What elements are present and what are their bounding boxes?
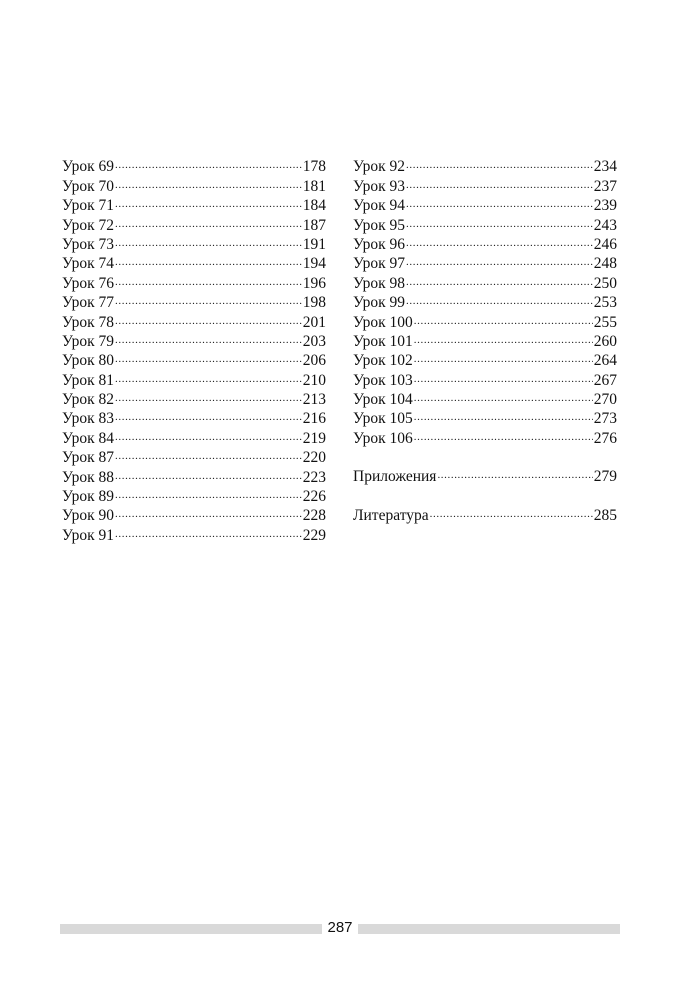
toc-dot-leader <box>414 404 593 423</box>
toc-entry-page: 267 <box>593 371 617 389</box>
toc-dot-leader <box>406 249 593 268</box>
toc-entry-page: 213 <box>302 391 326 409</box>
toc-entry-label: Урок 70 <box>62 177 115 195</box>
toc-dot-leader <box>414 423 593 442</box>
toc-dot-leader <box>115 520 302 539</box>
toc-dot-leader <box>414 307 593 326</box>
toc-entry-label: Урок 94 <box>353 197 406 215</box>
toc-entry-label: Урок 104 <box>353 391 413 409</box>
toc-entry-page: 276 <box>593 429 617 447</box>
toc-dot-leader <box>115 152 302 171</box>
toc-dot-leader <box>406 171 593 190</box>
toc-entry-page: 203 <box>302 332 326 350</box>
toc-entry-page: 253 <box>593 294 617 312</box>
toc-entry-label: Урок 106 <box>353 429 413 447</box>
toc-dot-leader <box>406 230 593 249</box>
toc-dot-leader <box>115 327 302 346</box>
toc-dot-leader <box>414 346 593 365</box>
toc-entry-label: Урок 105 <box>353 410 413 428</box>
toc-left-column <box>62 152 326 544</box>
toc-entry-page: 248 <box>593 255 617 273</box>
footer-bar-right <box>358 924 620 934</box>
toc-entry-page: 198 <box>302 294 326 312</box>
toc-entry-page: 250 <box>593 274 617 292</box>
page-number: 287 <box>327 919 353 936</box>
toc-entry-page: 273 <box>593 410 617 428</box>
toc-dot-leader <box>115 288 302 307</box>
toc-entry-page: 206 <box>302 352 326 370</box>
toc-entry-label: Урок 100 <box>353 313 413 331</box>
toc-entry-page: 237 <box>593 177 617 195</box>
toc-entry-label: Урок 83 <box>62 410 115 428</box>
toc-entry-label: Урок 98 <box>353 274 406 292</box>
toc-entry <box>353 152 617 176</box>
toc-entry-page: 184 <box>302 197 326 215</box>
toc-dot-leader <box>115 171 302 190</box>
toc-entry-page: 223 <box>302 468 326 486</box>
toc-dot-leader <box>115 423 302 442</box>
toc-entry-label: Урок 97 <box>353 255 406 273</box>
toc-entry-label: Урок 96 <box>353 235 406 253</box>
toc-entry-label: Урок 82 <box>62 391 115 409</box>
toc-entry-page: 226 <box>302 488 326 506</box>
toc-dot-leader <box>115 365 302 384</box>
toc-entry-label: Урок 103 <box>353 371 413 389</box>
toc-entry-label: Урок 88 <box>62 468 115 486</box>
toc-entry-page: 196 <box>302 274 326 292</box>
toc-entry-label: Урок 101 <box>353 332 413 350</box>
toc-dot-leader <box>115 230 302 249</box>
toc-dot-leader <box>115 501 302 520</box>
toc-entry-label: Урок 90 <box>62 507 115 525</box>
toc-entry-label: Урок 84 <box>62 429 115 447</box>
footer-bar-left <box>60 924 322 934</box>
toc-dot-leader <box>115 404 302 423</box>
toc-entry-label: Урок 78 <box>62 313 115 331</box>
toc-dot-leader <box>414 327 593 346</box>
toc-dot-leader <box>115 191 302 210</box>
toc-entry-label: Урок 95 <box>353 216 406 234</box>
toc-entry-label: Урок 72 <box>62 216 115 234</box>
toc-entry-page: 270 <box>593 391 617 409</box>
toc-entry-label: Урок 91 <box>62 526 115 544</box>
toc-entry-page: 285 <box>593 506 617 524</box>
toc-entry-label: Урок 76 <box>62 274 115 292</box>
toc-entry-label: Урок 102 <box>353 352 413 370</box>
toc-dot-leader <box>115 249 302 268</box>
toc-entry-page: 260 <box>593 332 617 350</box>
toc-entry-label: Урок 79 <box>62 332 115 350</box>
toc-entry-page: 219 <box>302 429 326 447</box>
toc-entry-label: Урок 74 <box>62 255 115 273</box>
toc-right-column <box>353 152 617 524</box>
toc-entry-page: 220 <box>302 449 326 467</box>
toc-dot-leader <box>115 385 302 404</box>
toc-entry-page: 243 <box>593 216 617 234</box>
toc-entry-page: 246 <box>593 235 617 253</box>
toc-dot-leader <box>115 462 302 481</box>
toc-entry-page: 210 <box>302 371 326 389</box>
toc-entry-label: Урок 99 <box>353 294 406 312</box>
toc-dot-leader <box>437 462 592 481</box>
toc-entry-label: Урок 73 <box>62 235 115 253</box>
toc-entry-page: 228 <box>302 507 326 525</box>
toc-entry-label: Урок 89 <box>62 488 115 506</box>
toc-dot-leader <box>115 268 302 287</box>
toc-entry <box>62 152 326 176</box>
toc-dot-leader <box>115 210 302 229</box>
toc-entry-page: 239 <box>593 197 617 215</box>
page-footer <box>60 921 620 937</box>
toc-entry-appendices <box>353 462 617 486</box>
toc-entry-label: Урок 77 <box>62 294 115 312</box>
toc-dot-leader <box>414 365 593 384</box>
toc-dot-leader <box>115 482 302 501</box>
toc-dot-leader <box>406 152 593 171</box>
toc-entry-page: 181 <box>302 177 326 195</box>
toc-entry-page: 178 <box>302 158 326 176</box>
toc-dot-leader <box>115 346 302 365</box>
toc-dot-leader <box>406 191 593 210</box>
toc-dot-leader <box>115 307 302 326</box>
toc-dot-leader <box>414 385 593 404</box>
toc-dot-leader <box>406 288 593 307</box>
toc-entry-label: Урок 69 <box>62 158 115 176</box>
toc-dot-leader <box>430 500 593 519</box>
toc-entry-page: 264 <box>593 352 617 370</box>
toc-entry-label: Урок 80 <box>62 352 115 370</box>
toc-entry-page: 255 <box>593 313 617 331</box>
toc-entry-page: 229 <box>302 526 326 544</box>
toc-entry-page: 216 <box>302 410 326 428</box>
toc-entry-literature <box>353 500 617 524</box>
toc-entry-page: 187 <box>302 216 326 234</box>
toc-entry-page: 201 <box>302 313 326 331</box>
toc-dot-leader <box>406 268 593 287</box>
toc-entry-page: 191 <box>302 235 326 253</box>
toc-entry-label: Урок 71 <box>62 197 115 215</box>
toc-entry-label: Литература <box>353 506 429 524</box>
toc-entry-label: Урок 87 <box>62 449 115 467</box>
toc-entry-label: Урок 93 <box>353 177 406 195</box>
toc-entry-page: 234 <box>593 158 617 176</box>
toc-entry-label: Приложения <box>353 468 437 486</box>
toc-entry-label: Урок 92 <box>353 158 406 176</box>
toc-entry-page: 279 <box>593 468 617 486</box>
toc-dot-leader <box>115 443 302 462</box>
toc-dot-leader <box>406 210 593 229</box>
toc-entry-page: 194 <box>302 255 326 273</box>
toc-entry-label: Урок 81 <box>62 371 115 389</box>
